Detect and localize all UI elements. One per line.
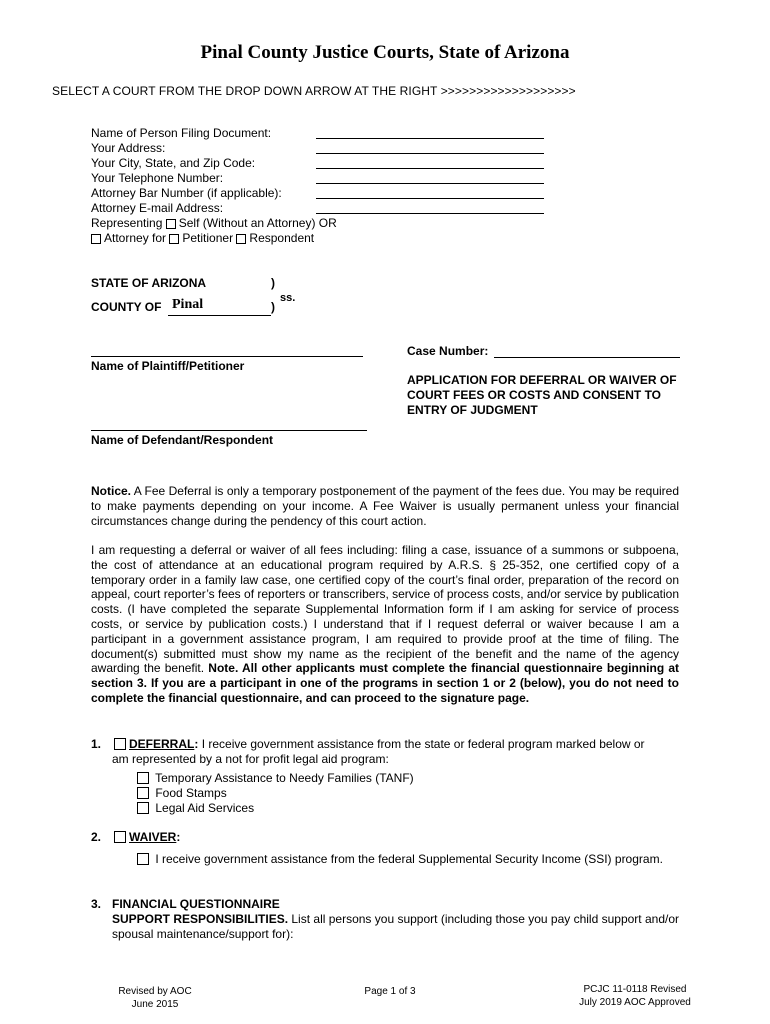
support-heading: SUPPORT RESPONSIBILITIES. — [112, 912, 289, 926]
attorney-for-checkbox[interactable] — [91, 234, 101, 244]
notice-text: A Fee Deferral is only a temporary postponement of the payment of the fees due. You may be required to make payments depending on your income. A Fee Waiver is usually permanent unless your financial circumstances change during the pendency of this court action. — [91, 484, 679, 528]
plaintiff-input[interactable] — [91, 356, 363, 357]
plaintiff-label: Name of Plaintiff/Petitioner — [91, 359, 245, 373]
case-number-input[interactable] — [494, 357, 680, 358]
filer-city-label: Your City, State, and Zip Code: — [91, 156, 256, 170]
petitioner-checkbox[interactable] — [169, 234, 179, 244]
section2-number: 2. — [91, 830, 102, 844]
footer-revised — [100, 985, 210, 1011]
footer-form-line2: July 2019 AOC Approved — [579, 997, 691, 1008]
footer-form-line1: PCJC 11-0118 Revised — [583, 984, 687, 995]
footer-revised-line1: Revised by AOC — [118, 986, 192, 997]
select-court-instruction[interactable]: SELECT A COURT FROM THE DROP DOWN ARROW AT THE RIGHT >>>>>>>>>>>>>>>>>>> — [52, 84, 576, 98]
petitioner-label: Petitioner — [182, 231, 234, 245]
page-title: Pinal County Justice Courts, State of Arizona — [200, 42, 570, 63]
county-value[interactable]: Pinal — [172, 297, 204, 312]
filer-address-input[interactable] — [316, 153, 544, 154]
food-stamps-label: Food Stamps — [155, 786, 227, 800]
section2-heading-row — [114, 830, 180, 844]
deferral-heading: DEFERRAL — [129, 737, 195, 751]
option-food-stamps — [137, 786, 227, 800]
filer-fields — [91, 126, 337, 246]
filer-email-label: Attorney E-mail Address: — [91, 201, 224, 215]
representing-row — [91, 216, 337, 231]
deferral-text-line1: I receive government assistance from the state or federal program marked below or — [201, 737, 645, 751]
deferral-checkbox[interactable] — [114, 738, 126, 750]
support-paragraph — [112, 912, 679, 942]
attorney-for-label: Attorney for — [104, 231, 167, 245]
section1-number: 1. — [91, 737, 102, 751]
filer-email-input[interactable] — [316, 213, 544, 214]
defendant-input[interactable] — [91, 430, 367, 431]
case-number-label: Case Number: — [407, 344, 489, 358]
waiver-paragraph — [137, 852, 679, 867]
representing-label: Representing — [91, 216, 163, 230]
respondent-checkbox[interactable] — [236, 234, 246, 244]
filer-city-input[interactable] — [316, 168, 544, 169]
request-paragraph — [91, 543, 679, 706]
filer-name-label: Name of Person Filing Document: — [91, 126, 272, 140]
notice-lead: Notice. — [91, 484, 132, 498]
ssi-checkbox[interactable] — [137, 853, 149, 865]
deferral-colon: : — [194, 737, 199, 751]
option-tanf — [137, 771, 414, 785]
option-legal-aid — [137, 801, 254, 815]
attorney-row — [91, 231, 337, 246]
filer-bar-number-input[interactable] — [316, 198, 544, 199]
food-stamps-checkbox[interactable] — [137, 787, 149, 799]
filer-phone-input[interactable] — [316, 183, 544, 184]
deferral-text-line2: am represented by a not for profit legal aid program: — [112, 752, 389, 766]
footer-revised-line2: June 2015 — [131, 999, 179, 1010]
self-label: Self (Without an Attorney) OR — [178, 216, 337, 230]
waiver-text: I receive government assistance from the federal Supplemental Security Income (SSI) program. — [155, 852, 663, 866]
request-note: Note. All other applicants must complete the financial questionnaire beginning at section 3. If you are a participant in one of the programs in section 1 or 2 (below), you do not need to complete the financial questionnaire, and can proceed to the signature page. — [91, 661, 679, 705]
filer-bar-number-label: Attorney Bar Number (if applicable): — [91, 186, 282, 200]
filer-address-label: Your Address: — [91, 141, 166, 155]
footer-page-number: Page 1 of 3 — [364, 986, 416, 997]
waiver-colon: : — [176, 830, 181, 844]
request-text: I am requesting a deferral or waiver of all fees including: filing a case, issuance of a summons or subpoena, the cost of attendance at an educational program required by A.R.S. § 25-352, one certified copy of a temporary order in a family law case, one certified copy of the court’s final order, preparation of the record on appeal, court reporter’s fees of reporters or transcribers, service of process costs, and/or service by publication costs. (I have completed the separate Supplemental Information form if I am asking for service of process costs, or service by publication costs.) I understand that if I request deferral or waiver because I am a participant in a government assistance program, I am required to provide proof at the time of filing. The document(s) submitted must show my name as the recipient of the benefit and the name of the agency awarding the benefit. — [91, 543, 679, 676]
footer-form-id — [555, 983, 715, 1009]
section3-number: 3. — [91, 897, 102, 911]
state-label: STATE OF ARIZONA — [91, 276, 207, 290]
filer-phone-label: Your Telephone Number: — [91, 171, 224, 185]
section1-heading-row — [114, 737, 645, 751]
county-label: COUNTY OF — [91, 300, 162, 314]
tanf-checkbox[interactable] — [137, 772, 149, 784]
waiver-heading: WAIVER — [129, 830, 177, 844]
defendant-label: Name of Defendant/Respondent — [91, 433, 274, 447]
filer-name-input[interactable] — [316, 138, 544, 139]
venue-paren-2: ) — [271, 300, 275, 314]
support-text: List all persons you support (including those you pay child support and/or spousal maintenance/support for): — [112, 912, 680, 941]
application-title: APPLICATION FOR DEFERRAL OR WAIVER OF COURT FEES OR COSTS AND CONSENT TO ENTRY OF JUDGMENT — [407, 373, 677, 417]
legal-aid-checkbox[interactable] — [137, 802, 149, 814]
tanf-label: Temporary Assistance to Needy Families (TANF) — [155, 771, 414, 785]
legal-aid-label: Legal Aid Services — [155, 801, 255, 815]
section3-heading: FINANCIAL QUESTIONNAIRE — [112, 897, 280, 911]
notice-paragraph — [91, 484, 679, 528]
waiver-checkbox[interactable] — [114, 831, 126, 843]
venue-paren-1: ) — [271, 276, 275, 290]
ss-label: ss. — [280, 292, 296, 304]
respondent-label: Respondent — [249, 231, 315, 245]
self-checkbox[interactable] — [166, 219, 176, 229]
county-underline — [168, 315, 271, 316]
